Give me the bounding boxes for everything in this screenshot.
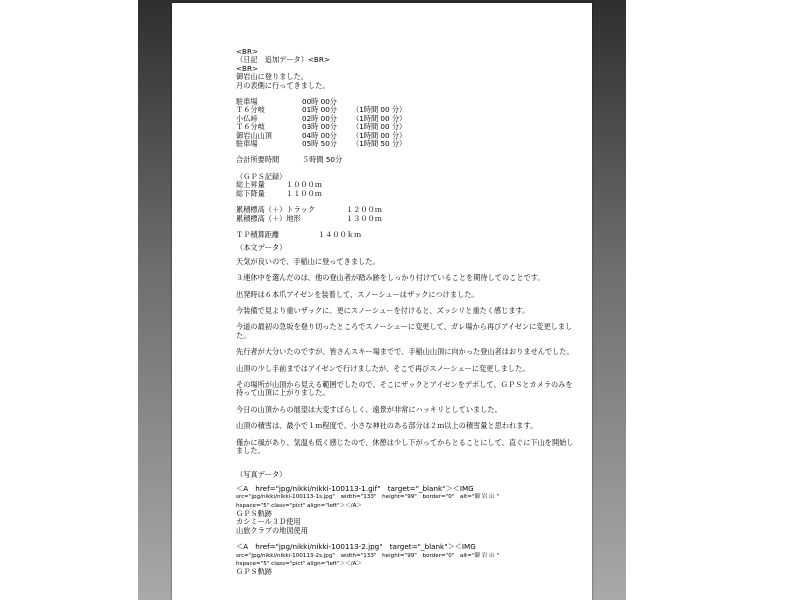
schedule-place: Ｔ６分岐 [236, 105, 265, 115]
schedule-place: Ｔ６分岐 [236, 122, 265, 132]
photo-caption: カシミール３Ｄ使用 [236, 517, 301, 527]
body-paragraph: 先行者が大分いたのですが、皆さんスキー場までで、手稲山山頂に向かった登山者はおりませんでした。 [236, 347, 574, 357]
photo-code-line: ＜A href="jpg/nikki/nikki-100113-2.jpg" target="_blank"＞＜IMG [236, 542, 476, 552]
body-paragraph: 山頂の少し手前まではアイゼンで行けましたが、そこで再びスノーシューに変更しました。 [236, 363, 530, 373]
photo-code-line: ＜A href="jpg/nikki/nikki-100113-1.gif" target="_blank"＞＜IMG [236, 483, 474, 493]
schedule-time: 02時 00分 [302, 113, 337, 123]
body-paragraph: その場所が山頂から見える範囲でしたので、そこにザックとアイゼンをデポして、ＧＰＳとカメラのみを持って山頂に上がりました。 [236, 379, 573, 398]
body-paragraph: 僅かに風があり、気温も低く感じたので、休憩は少し下がってからとることにして、直ぐに下山を開始しました。 [236, 437, 574, 455]
altitude-value: １２００ｍ [346, 205, 382, 215]
body-paragraph: ３連休中を選んだのは、他の登山者が踏み跡をしっかり付けていることを期待してのことです。 [236, 273, 545, 283]
gps-label: 総上昇量 [236, 180, 265, 190]
body-paragraph: 山頂の積雪は、最小で１ｍ程度で、小さな神社のある部分は２ｍ以上の積雪量と思われます。 [236, 421, 538, 431]
altitude-value: １３００ｍ [346, 213, 382, 223]
document-content [236, 48, 576, 577]
header-line: <BR> [236, 47, 258, 56]
distance-row [236, 231, 576, 239]
schedule-elapsed: （1時間 00 分） [352, 113, 407, 123]
body-paragraph: 出発時は６本爪アイゼンを装着して、スノーシューはザックにつけました。 [236, 289, 479, 299]
spacer [236, 148, 576, 156]
total-time-label: 合計所要時間 [236, 155, 280, 165]
gps-row [236, 190, 576, 198]
total-time-value: ５時間 50分 [302, 155, 343, 165]
body-paragraph: 今日の山頂からの展望は大変すばらしく、遠景が非常にハッキリとしていました。 [236, 404, 502, 414]
spacer [236, 455, 576, 463]
photo-code-line: hspace="5" class="pict" align="left"＞＜/A＞ [236, 561, 363, 568]
header-line: 御岩山に登りました。 [236, 72, 308, 82]
spacer [236, 223, 576, 231]
header-line: （日記 追加データ）<BR> [236, 55, 330, 65]
schedule-elapsed: （1時間 00 分） [352, 122, 407, 132]
photo-code-line: src="jpg/nikki/nikki-100113-1s.jpg" width="133" height="99" border="0" alt="御 岩 山 " [236, 494, 500, 501]
body-paragraph: 天気が良いので、手稲山に登ってきました。 [236, 256, 380, 266]
photo-caption: ＧＰＳ軌跡 [236, 567, 272, 577]
schedule-elapsed: （1時間 00 分） [352, 130, 407, 140]
document-page[interactable] [172, 3, 592, 600]
altitude-label: 累積標高（＋）トラック [236, 205, 315, 215]
body-paragraph: 今道の最初の急坂を登り切ったところでスノーシューに変更して、ガレ場から再びアイゼンに変更しました。 [236, 322, 573, 340]
spacer [236, 90, 576, 98]
schedule-place: 御岩山山頂 [236, 130, 272, 140]
gps-heading: （ＧＰＳ記録） [236, 171, 287, 181]
schedule-place: 駐車場 [236, 139, 258, 149]
schedule-elapsed: （1時間 50 分） [352, 139, 407, 149]
photo-heading: （写真データ） [236, 470, 287, 480]
schedule-time: 04時 00分 [302, 130, 337, 140]
schedule-time: 03時 00分 [302, 122, 337, 132]
altitude-row [236, 215, 576, 223]
body-paragraph: 今装備で見より重いザックに、更にスノーシューを付けると、ズッシリと重たく感じます。 [236, 305, 530, 315]
schedule-table [236, 98, 406, 148]
schedule-time: 05時 50分 [302, 139, 337, 149]
photo-caption: ＧＰＳ軌跡 [236, 509, 272, 519]
header-line: <BR> [236, 63, 258, 73]
gps-value: １１００ｍ [286, 188, 322, 198]
header-line: 月の表側に行ってきました。 [236, 80, 330, 90]
distance-value: １４００ｋｍ [318, 229, 362, 239]
photo-code-line: src="jpg/nikki/nikki-100113-2s.jpg" width="133" height="99" border="0" alt="御 岩 山 " [236, 552, 500, 559]
spacer [236, 463, 576, 471]
schedule-place: 小仏峠 [236, 113, 258, 123]
distance-label: ＴＰ積算距離 [236, 229, 280, 239]
schedule-time: 01時 00分 [302, 105, 337, 115]
body-heading: （本文データ） [236, 243, 287, 253]
spacer [236, 165, 576, 173]
total-time-row [236, 156, 576, 164]
photo-caption: 山旅クラブの地図使用 [236, 525, 308, 535]
schedule-time: 00時 00分 [302, 97, 337, 107]
schedule-elapsed: （1時間 00 分） [352, 105, 407, 115]
gps-value: １０００ｍ [286, 180, 322, 190]
schedule-place: 駐車場 [236, 97, 258, 107]
photo-code-line: hspace="5" class="pict" align="left"＞＜/A＞ [236, 502, 363, 509]
schedule-row [236, 140, 406, 148]
gps-label: 総下降量 [236, 188, 265, 198]
altitude-label: 累積標高（＋）地形 [236, 213, 301, 223]
